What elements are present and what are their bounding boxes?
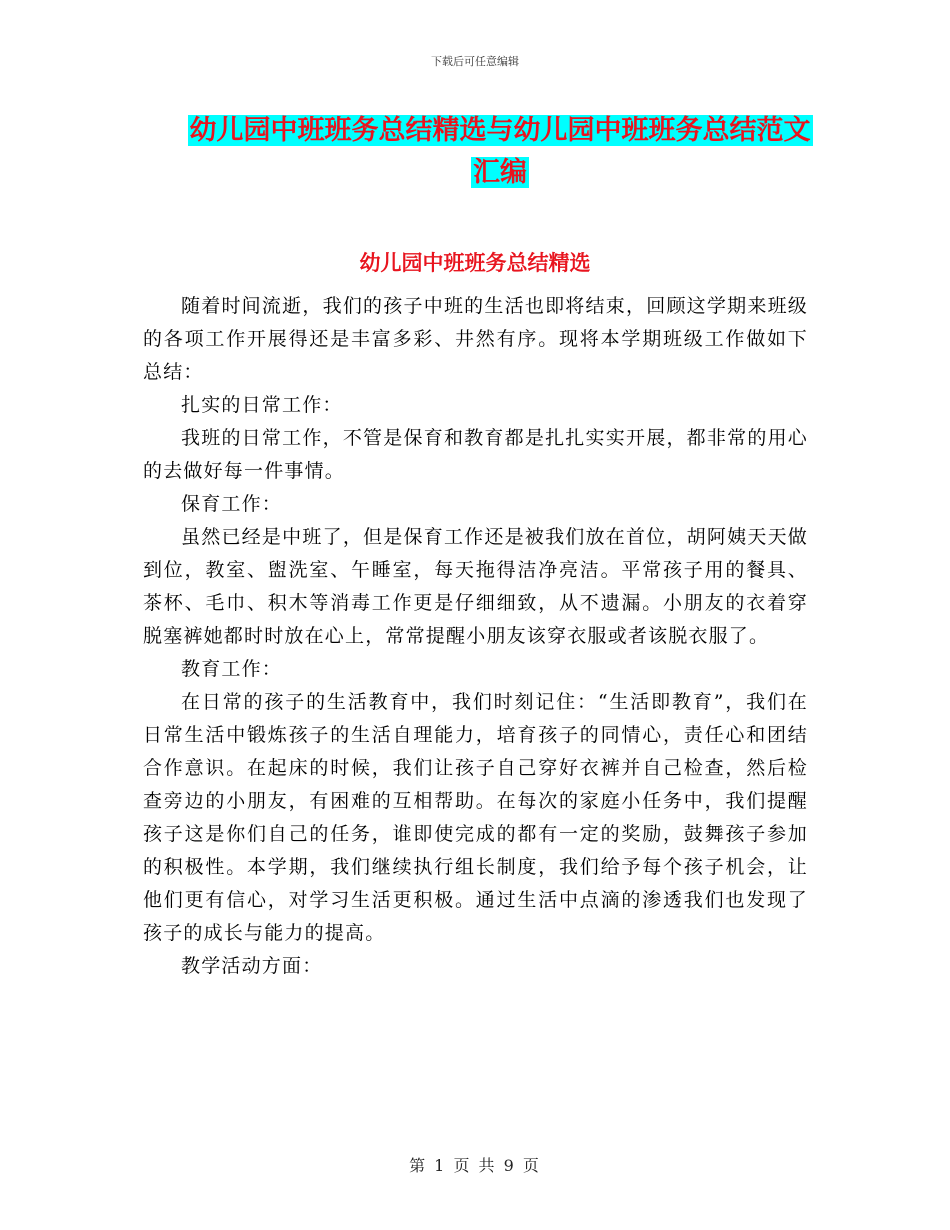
paragraph: 保育工作： xyxy=(181,493,283,515)
section-title: 幼儿园中班班务总结精选 xyxy=(359,251,591,275)
paragraph: 扎实的日常工作： xyxy=(181,394,343,416)
paragraph: 虽然已经是中班了，但是保育工作还是被我们放在首位，胡阿姨天天做到位，教室、盥洗室、午睡室，每天拖得洁净亮洁。平常孩子用的餐具、茶杯、毛巾、积木等消毒工作更是仔细细致，从不遗漏。小朋友的衣着穿脱塞裤她都时时放在心上，常常提醒小朋友该穿衣服或者该脱衣服了。 xyxy=(143,526,808,647)
paragraph: 随着时间流逝，我们的孩子中班的生活也即将结束，回顾这学期来班级的各项工作开展得还是丰富多彩、井然有序。现将本学期班级工作做如下总结： xyxy=(143,295,808,383)
document-title-line-2: 汇编 xyxy=(473,157,527,188)
paragraph: 我班的日常工作，不管是保育和教育都是扎扎实实开展，都非常的用心的去做好每一件事情。 xyxy=(143,427,808,482)
paragraph: 教育工作： xyxy=(181,658,283,680)
header-note: 下载后可任意编辑 xyxy=(431,55,519,68)
document-title xyxy=(130,110,870,194)
document-body xyxy=(143,290,808,983)
document-title-line-1: 幼儿园中班班务总结精选与幼儿园中班班务总结范文 xyxy=(189,115,811,146)
paragraph: 教学活动方面： xyxy=(181,955,323,977)
page-number-footer: 第 1 页 共 9 页 xyxy=(409,1156,541,1175)
paragraph: 在日常的孩子的生活教育中，我们时刻记住：“生活即教育”，我们在日常生活中锻炼孩子的生活自理能力，培育孩子的同情心，责任心和团结合作意识。在起床的时候，我们让孩子自己穿好衣裤并自己检查，然后检查旁边的小朋友，有困难的互相帮助。在每次的家庭小任务中，我们提醒孩子这是你们自己的任务，谁即使完成的都有一定的奖励，鼓舞孩子参加的积极性。本学期，我们继续执行组长制度，我们给予每个孩子机会，让他们更有信心，对学习生活更积极。通过生活中点滴的渗透我们也发现了孩子的成长与能力的提高。 xyxy=(143,691,808,944)
